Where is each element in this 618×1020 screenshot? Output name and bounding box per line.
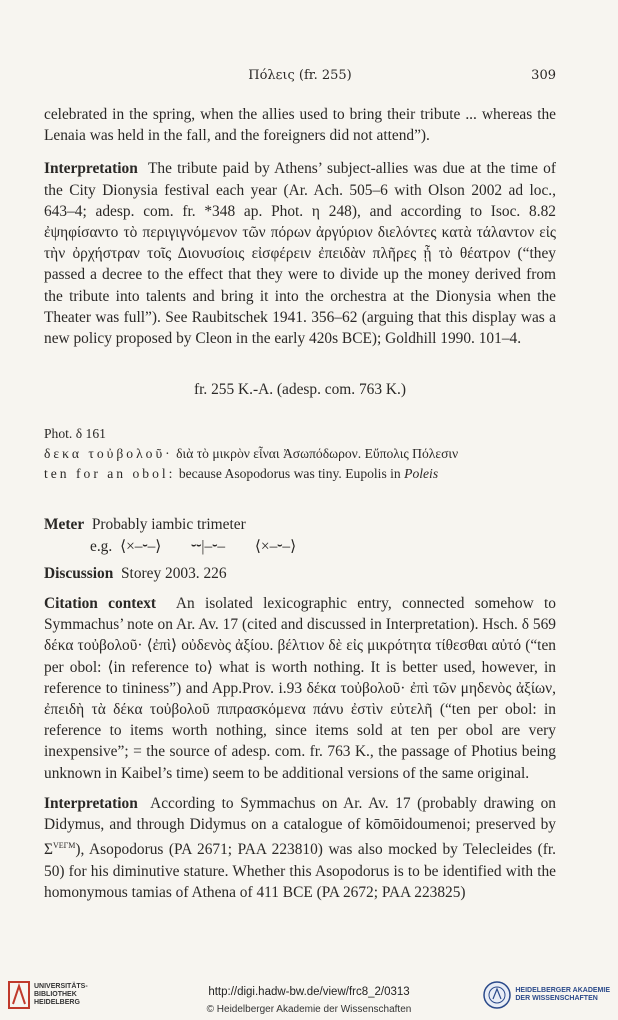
copyright: © Heidelberger Akademie der Wissenschaften: [206, 1004, 412, 1015]
interpretation-2-text-b: ), Asopodorus (PA 2671; PAA 223810) was also mocked by Telecleides (fr. 50) for his diminutive stature. Whether this Asopodorus is to be identified with the homonymous tamias of Athena of 411 BCE (PA 2672; PAA 223825): [44, 841, 556, 901]
intro-paragraph: celebrated in the spring, when the allies used to bring their tribute ... whereas the Lenaia was held in the fall, and the foreigners did not attend”).: [44, 106, 556, 145]
meter-part-2: ⏑⏑|–⏑–: [191, 537, 226, 555]
interpretation-2-text-a: According to Symmachus on Ar. Av. 17 (probably drawing on Didymus, and through Didymus on a catalogue of kōmōidoumenoi; preserved by Σ: [44, 794, 556, 859]
library-logo-line-2: BIBLIOTHEK: [34, 991, 77, 998]
translation-title: Poleis: [404, 466, 439, 482]
academy-logo-line-1: HEIDELBERGER AKADEMIE: [515, 987, 610, 994]
discussion-heading: Discussion: [44, 564, 114, 582]
citation-heading: Citation context: [44, 595, 157, 613]
page-number: 309: [531, 68, 556, 83]
running-head-title: Πόλεις (fr. 255): [248, 68, 352, 83]
library-logo-line-3: HEIDELBERG: [34, 999, 80, 1006]
translation-lemma: ten for an obol:: [44, 466, 176, 482]
greek-lemma: δεκα τοὐβολοῦ·: [44, 446, 173, 462]
interpretation-heading: Interpretation: [44, 160, 138, 178]
main-text: [44, 104, 556, 903]
citation-paragraph: [44, 593, 556, 784]
meter-scheme: [44, 536, 556, 557]
translation-text: because Asopodorus was tiny. Eupolis in: [178, 466, 401, 482]
meter-example-label: e.g.: [90, 537, 113, 555]
interpretation-2-heading: Interpretation: [44, 794, 138, 812]
meter-text: Probably iambic trimeter: [91, 516, 246, 534]
permalink[interactable]: http://digi.hadw-bw.de/view/frc8_2/0313: [208, 986, 410, 998]
scholia-siglum: VEΓM: [52, 841, 76, 851]
library-logo-line-1: UNIVERSITÄTS-: [34, 983, 88, 990]
greek-entry-text: διὰ τὸ μικρὸν εἶναι Ἀσωπόδωρον. Εὔπολις Πόλεσιν: [176, 446, 459, 462]
academy-logo-line-2: DER WISSENSCHAFTEN: [515, 995, 598, 1002]
meter-part-1: ⟨×–⏑–⟩: [120, 537, 162, 555]
academy-seal-icon: [483, 980, 511, 1010]
meter-paragraph: [44, 514, 556, 535]
meter-part-3: ⟨×–⏑–⟩: [254, 537, 297, 555]
discussion-text: Storey 2003. 226: [120, 564, 227, 582]
footer: [0, 978, 618, 1020]
greek-entry: [44, 444, 556, 464]
translation-line: [44, 464, 556, 484]
interpretation-2-paragraph: [44, 793, 556, 903]
source-reference: Phot. δ 161: [44, 426, 106, 442]
meter-heading: Meter: [44, 516, 85, 534]
fragment-heading: fr. 255 K.-A. (adesp. com. 763 K.): [193, 381, 406, 399]
interpretation-paragraph: [44, 158, 556, 349]
citation-text: An isolated lexicographic entry, connected somehow to Symmachus’ note on Ar. Av. 17 (cited and discussed in Interpretation). Hsch. δ 569 δέκα τοὐβολοῦ· ⟨ἐπὶ⟩ οὐδενὸς ἀξίου. βέλτιον δὲ εἰς μικρότητα τίθεσθαι αὐτό (“ten per obol: ⟨in reference to⟩ what is worth nothing. It is better used, however, in reference to tininess”) and App.Prov. i.93 δέκα τοὐβολοῦ· ἐπὶ τῶν μηδενὸς ἀξίων, ἐπειδὴ τὰ δέκα τοὐβολοῦ πιπρασκόμενα πάνυ ἐστὶν εὐτελῆ (“ten per obol: in reference to items worth nothing, since items sold at ten per obol are very inexpensive”; = the source of adesp. com. fr. 763 K., the passage of Photius being unknown in Kaibel’s time) seem to be additional versions of the same original.: [44, 595, 556, 782]
discussion-paragraph: [44, 563, 556, 584]
interpretation-text: The tribute paid by Athens’ subject-allies was due at the time of the City Dionysia festival each year (Ar. Ach. 505–6 with Olson 2002 ad loc., 643–4; adesp. com. fr. *348 ap. Phot. η 248), and according to Isoc. 8.82 ἐψηφίσαντο τὸ περιγιγνόμενον τῶν πόρων ἀργύριον διελόντες κατὰ τάλαντον εἰς τὴν ὀρχήστραν τοῖς Διονυσίοις εἰσφέρειν ἐπειδὰν πλῆρες ᾖ τὸ θέατρον (“they passed a decree to the effect that they were to divide up the money derived from the tribute into talents and bring it into the orchestra at the Dionysia when the Theater was full”). See Raubitschek 1941. 356–62 (arguing that this display was a new policy proposed by Cleon in the early 420s BCE); Goldhill 1990. 101–4.: [44, 160, 556, 348]
academy-logo: [483, 980, 610, 1010]
